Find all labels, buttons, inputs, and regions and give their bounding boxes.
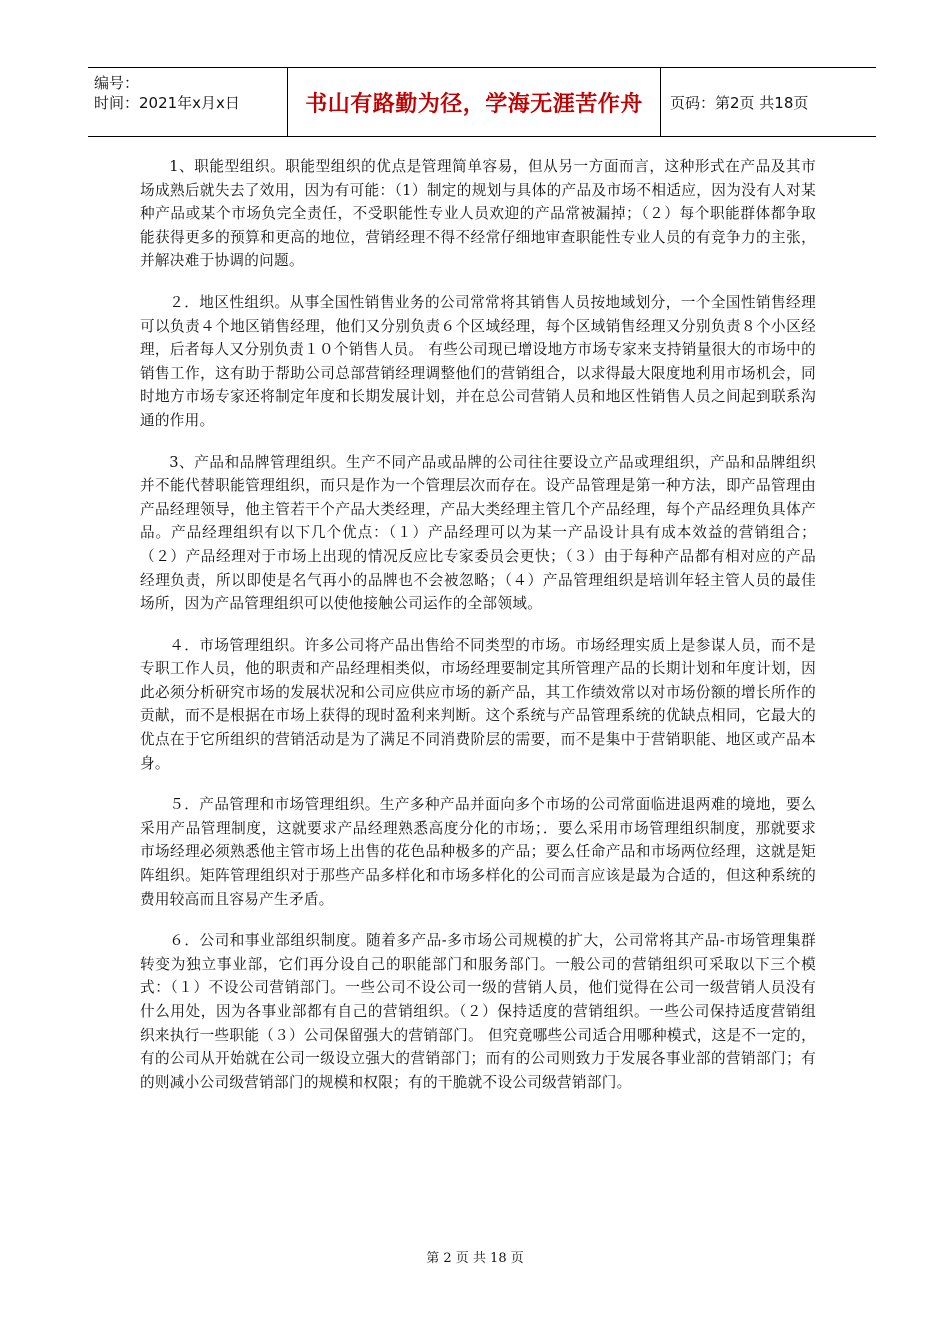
paragraph-regional-organization: ２．地区性组织。从事全国性销售业务的公司常常将其销售人员按地域划分，一个全国性销售经理可以负责４个地区销售经理，他们又分别负责６个区域经理，每个区域销售经理又分别负责８个小区经理，后者每人又分别负责１０个销售人员。 有些公司现已增设地方市场专家来支持销量很大的市场中的销售工作，这有助于帮助公司总部营销经理调整他们的营销组合，以求得最大限度地利用市场机会，同时地方市场专家还将制定年度和长期发展计划，并在总公司营销人员和地区性销售人员之间起到联系沟通的作用。 [140,293,816,429]
document-number-label: 编号： [94,74,140,92]
document-body [140,155,816,1112]
page-footer: 第 2 页 共 18 页 [426,1251,524,1266]
paragraph-corporate-division-organization: ６．公司和事业部组织制度。随着多产品-多市场公司规模的扩大，公司常将其产品-市场管理集群转变为独立事业部，它们再分设自己的职能部门和服务部门。一般公司的营销组织可采取以下三个模式：（１）不设公司营销部门。一些公司不设公司一级的营销人员，他们觉得在公司一级营销人员没有什么用处，因为各事业部都有自己的营销组织。（２）保持适度的营销组织。一些公司保持适度营销组织来执行一些职能（３）公司保留强大的营销部门。 但究竟哪些公司适合用哪种模式，这是不一定的，有的公司从开始就在公司一级设立强大的营销部门；而有的公司则致力于发展各事业部的营销部门；有的则减小公司级营销部门的规模和权限；有的干脆就不设公司级营销部门。 [140,932,816,1091]
header-meta [88,68,288,136]
paragraph-product-market-organization: ５．产品管理和市场管理组织。生产多种产品并面向多个市场的公司常面临进退两难的境地，要么采用产品管理制度，这就要求产品经理熟悉高度分化的市场；．要么采用市场管理组织制度，那就要求市场经理必须熟悉他主管市场上出售的花色品种极多的产品；要么任命产品和市场两位经理，这就是矩阵组织。矩阵管理组织对于那些产品多样化和市场多样化的公司而言应该是最为合适的，但这种系统的费用较高而且容易产生矛盾。 [140,796,816,908]
page-header [88,67,876,137]
header-page-number: 页码：第2页 共18页 [670,93,809,112]
header-page-cell [660,68,876,136]
paragraph-market-organization: ４．市场管理组织。许多公司将产品出售给不同类型的市场。市场经理实质上是参谋人员，而不是专职工作人员，他的职责和产品经理相类似，市场经理要制定其所管理产品的长期计划和年度计划，因此必须分析研究市场的发展状况和公司应供应市场的新产品，其工作绩效常以对市场份额的增长所作的贡献，而不是根据在市场上获得的现时盈利来判断。这个系统与产品管理系统的优缺点相同，它最大的优点在于它所组织的营销活动是为了满足不同消费阶层的需要，而不是集中于营销职能、地区或产品本身。 [140,636,816,772]
header-motto-cell [287,68,661,136]
document-date: 时间：2021年x月x日 [94,94,240,112]
paragraph-functional-organization: 1、职能型组织。职能型组织的优点是管理简单容易，但从另一方面而言，这种形式在产品及其市场成熟后就失去了效用，因为有可能：（1）制定的规划与具体的产品及市场不相适应，因为没有人对某种产品或某个市场负完全责任，不受职能性专业人员欢迎的产品常被漏掉；（２）每个职能群体都争取能获得更多的预算和更高的地位，营销经理不得不经常仔细地审查职能性专业人员的有竞争力的主张，并解决难于协调的问题。 [140,158,816,270]
header-motto: 书山有路勤为径，学海无涯苦作舟 [305,91,643,117]
paragraph-product-brand-organization: 3、产品和品牌管理组织。生产不同产品或品牌的公司往往要设立产品或理组织，产品和品牌组织并不能代替职能管理组织，而只是作为一个管理层次而存在。设产品管理是第一种方法，即产品管理由产品经理领导，他主管若干个产品大类经理，产品大类经理主管几个产品经理，每个产品经理负具体产品。产品经理组织有以下几个优点：（１）产品经理可以为某一产品设计具有成本效益的营销组合；（２）产品经理对于市场上出现的情况反应比专家委员会更快；（３）由于每种产品都有相对应的产品经理负责，所以即使是名气再小的品牌也不会被忽略；（４）产品管理组织是培训年轻主管人员的最佳场所，因为产品管理组织可以使他接触公司运作的全部领域。 [140,453,816,613]
